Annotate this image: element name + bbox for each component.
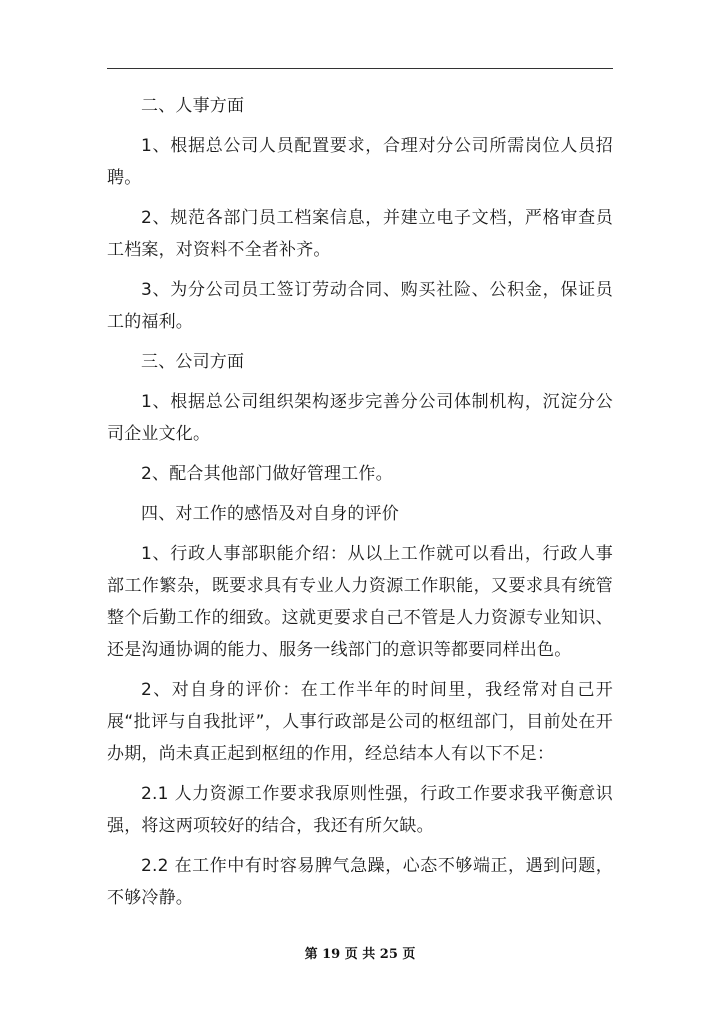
document-body xyxy=(107,90,613,922)
paragraph-item: 3、为分公司员工签订劳动合同、购买社险、公积金，保证员工的福利。 xyxy=(107,280,613,332)
paragraph-item: 1、根据总公司组织架构逐步完善分公司体制机构，沉淀分公司企业文化。 xyxy=(107,392,613,444)
paragraph-item: 1、根据总公司人员配置要求，合理对分公司所需岗位人员招聘。 xyxy=(107,136,613,188)
header-rule xyxy=(107,68,613,69)
paragraph-item: 2.1 人力资源工作要求我原则性强，行政工作要求我平衡意识强，将这两项较好的结合，我还有所欠缺。 xyxy=(107,784,613,836)
paragraph-item: 2、规范各部门员工档案信息，并建立电子文档，严格审查员工档案，对资料不全者补齐。 xyxy=(107,208,613,260)
section-heading-reflection: 四、对工作的感悟及对自身的评价 xyxy=(141,504,399,524)
paragraph-item: 1、行政人事部职能介绍：从以上工作就可以看出，行政人事部工作繁杂，既要求具有专业人力资源工作职能，又要求具有统管整个后勤工作的细致。这就更要求自己不管是人力资源专业知识、还是沟通协调的能力、服务一线部门的意识等都要同样出色。 xyxy=(107,544,613,660)
paragraph-item: 2.2 在工作中有时容易脾气急躁，心态不够端正，遇到问题，不够冷静。 xyxy=(107,856,613,908)
page-number-footer: 第 19 页 共 25 页 xyxy=(304,947,416,962)
section-heading-personnel: 二、人事方面 xyxy=(141,96,245,116)
paragraph-item: 2、配合其他部门做好管理工作。 xyxy=(141,464,393,484)
paragraph-item: 2、对自身的评价：在工作半年的时间里，我经常对自己开展“批评与自我批评”，人事行政部是公司的枢纽部门，目前处在开办期，尚未真正起到枢纽的作用，经总结本人有以下不足： xyxy=(107,680,613,764)
section-heading-company: 三、公司方面 xyxy=(141,352,245,372)
